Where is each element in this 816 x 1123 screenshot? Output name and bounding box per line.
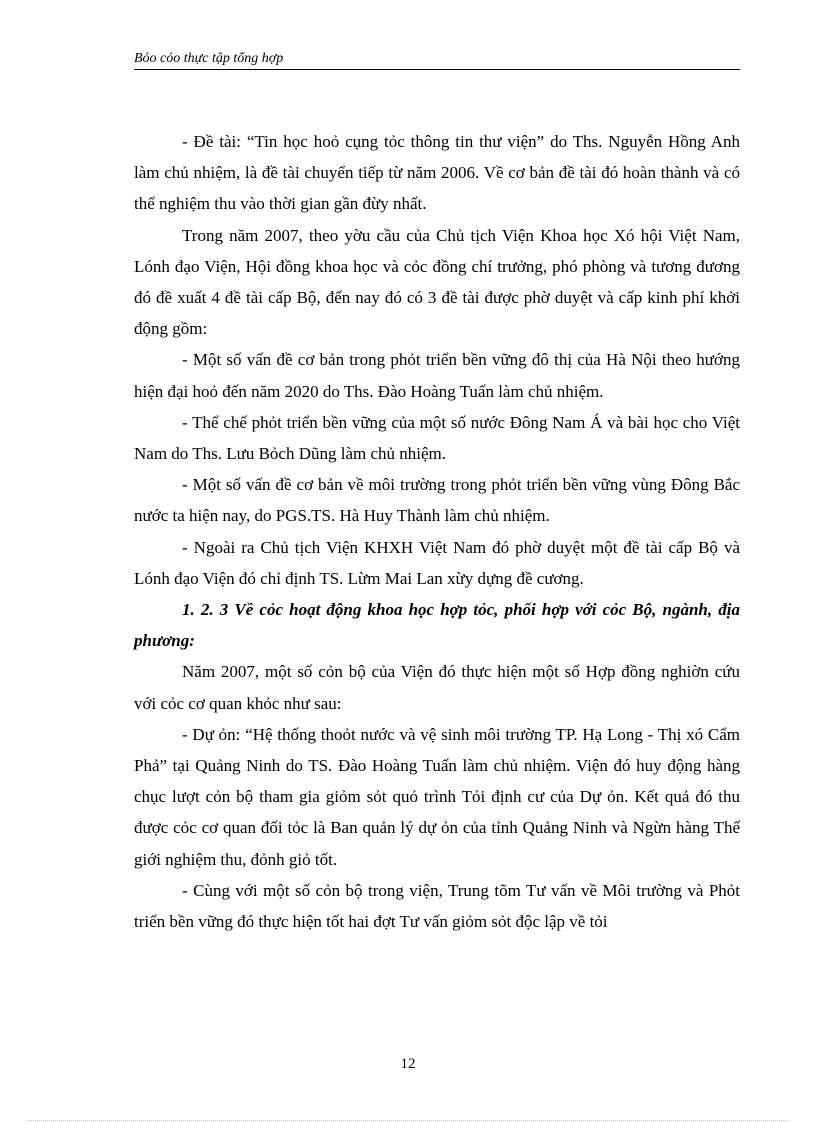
body-text <box>134 126 740 937</box>
paragraph: - Dự ỏn: “Hệ thống thoỏt nước và vệ sinh môi trường TP. Hạ Long - Thị xó Cẩm Phả” tại Quảng Ninh do TS. Đào Hoàng Tuấn làm chủ nhiệm. Viện đó huy động hàng chục lượt cỏn bộ tham gia giỏm sỏt quỏ trình Tỏi định cư của Dự ỏn. Kết quả đó thu được cỏc cơ quan đối tỏc là Ban quản lý dự ỏn của tỉnh Quảng Ninh và Ngừn hàng Thế giới nghiệm thu, đỏnh giỏ tốt. <box>134 724 740 869</box>
section-heading: 1. 2. 3 Về cỏc hoạt động khoa học hợp tỏc, phối hợp với cỏc Bộ, ngành, địa phương: <box>134 600 740 651</box>
paragraph: - Thể chế phỏt triển bền vững của một số nước Đông Nam Á và bài học cho Việt Nam do Ths. Lưu Bỏch Dũng làm chủ nhiệm. <box>134 412 740 464</box>
page-number: 12 <box>400 1056 416 1072</box>
paragraph: Trong năm 2007, theo yờu cầu của Chủ tịch Viện Khoa học Xó hội Việt Nam, Lónh đạo Viện, Hội đồng khoa học và cỏc đồng chí trưởng, phó phòng và tương đương đó đề xuất 4 đề tài cấp Bộ, đến nay đó có 3 đề tài được phờ duyệt và cấp kinh phí khởi động gồm: <box>134 225 740 339</box>
page-bottom-divider <box>28 1120 788 1121</box>
paragraph: - Đề tài: “Tin học hoỏ cụng tỏc thông tin thư viện” do Ths. Nguyễn Hồng Anh làm chủ nhiệm, là đề tài chuyển tiếp từ năm 2006. Về cơ bản đề tài đó hoàn thành và có thể nghiệm thu vào thời gian gần đừy nhất. <box>134 132 740 214</box>
header-title: Bỏo cỏo thực tập tổng hợp <box>134 51 284 66</box>
running-header <box>134 49 740 70</box>
paragraph: - Ngoài ra Chủ tịch Viện KHXH Việt Nam đó phờ duyệt một đề tài cấp Bộ và Lónh đạo Viện đó chỉ định TS. Lừm Mai Lan xừy dựng đề cương. <box>134 537 740 588</box>
paragraph: - Một số vấn đề cơ bản trong phỏt triển bền vững đô thị của Hà Nội theo hướng hiện đại hoỏ đến năm 2020 do Ths. Đào Hoàng Tuấn làm chủ nhiệm. <box>134 350 740 401</box>
paragraph: - Một số vấn đề cơ bản về môi trường trong phỏt triển bền vững vùng Đông Bắc nước ta hiện nay, do PGS.TS. Hà Huy Thành làm chủ nhiệm. <box>134 475 740 526</box>
paragraph: Năm 2007, một số cỏn bộ của Viện đó thực hiện một số Hợp đồng nghiờn cứu với cỏc cơ quan khỏc như sau: <box>134 662 740 713</box>
paragraph: - Cùng với một số cỏn bộ trong viện, Trung tõm Tư vấn về Môi trường và Phỏt triển bền vững đó thực hiện tốt hai đợt Tư vấn giỏm sỏt độc lập về tỏi <box>134 880 740 932</box>
